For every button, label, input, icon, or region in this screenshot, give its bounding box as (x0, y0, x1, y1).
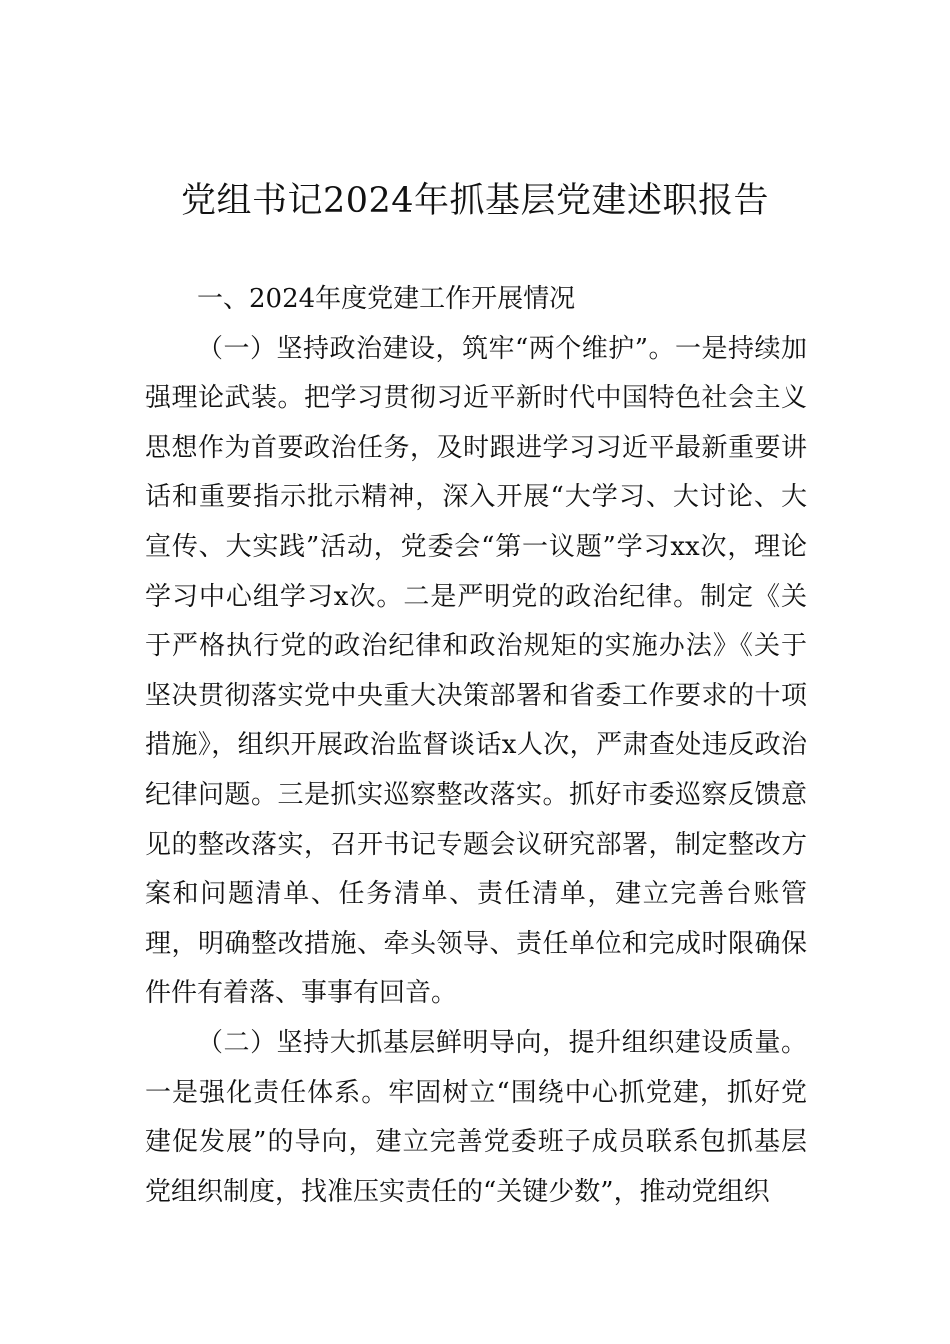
document-title: 党组书记2024年抓基层党建述职报告 (180, 181, 770, 221)
document-body (145, 275, 807, 1217)
section-heading: 一、2024年度党建工作开展情况 (197, 284, 576, 314)
paragraph-political-construction: （一）坚持政治建设，筑牢“两个维护”。一是持续加强理论武装。把学习贯彻习近平新时代中国特色社会主义思想作为首要政治任务，及时跟进学习习近平最新重要讲话和重要指示批示精神，深入开展“大学习、大讨论、大宣传、大实践”活动，党委会“第一议题”学习xx次，理论学习中心组学习x次。二是严明党的政治纪律。制定《关于严格执行党的政治纪律和政治规矩的实施办法》《关于坚决贯彻落实党中央重大决策部署和省委工作要求的十项措施》，组织开展政治监督谈话x人次，严肃查处违反政治纪律问题。三是抓实巡察整改落实。抓好市委巡察反馈意见的整改落实，召开书记专题会议研究部署，制定整改方案和问题清单、任务清单、责任清单，建立完善台账管理，明确整改措施、牵头领导、责任单位和完成时限确保件件有着落、事事有回音。 (145, 333, 807, 1009)
paragraph-grassroots-construction: （二）坚持大抓基层鲜明导向，提升组织建设质量。一是强化责任体系。牢固树立“围绕中心抓党建，抓好党建促发展”的导向，建立完善党委班子成员联系包抓基层党组织制度，找准压实责任的“关键少数”，推动党组织 (145, 1027, 807, 1207)
